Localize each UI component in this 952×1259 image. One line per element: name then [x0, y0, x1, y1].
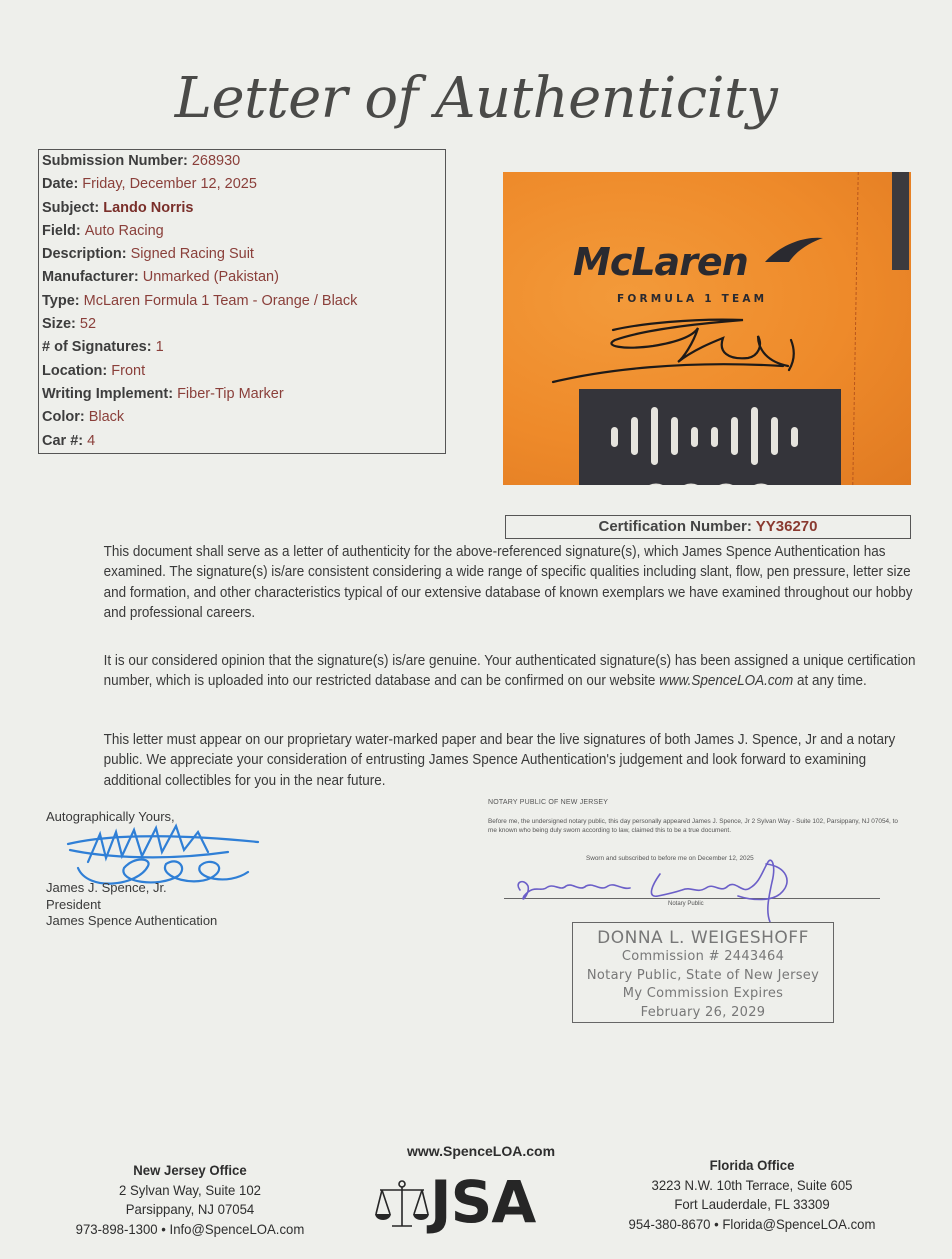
detail-car-number: Car #: 4 [42, 432, 96, 449]
detail-submission-number: Submission Number: 268930 [42, 153, 241, 169]
detail-value: Unmarked (Pakistan) [142, 269, 279, 286]
scales-of-justice-icon [374, 1180, 430, 1230]
detail-label: Description [42, 246, 122, 263]
signer-block [46, 880, 217, 930]
closing-salutation: Autographically Yours, [46, 809, 175, 824]
detail-label: Size [42, 316, 72, 333]
detail-label: Car # [42, 432, 79, 449]
detail-label: Field [42, 222, 76, 239]
notary-stamp [572, 922, 834, 1023]
detail-value: 268930 [191, 153, 241, 169]
detail-value: Fiber-Tip Marker [177, 385, 284, 402]
detail-value: 4 [87, 432, 96, 449]
signer-name: James J. Spence, Jr. [46, 880, 167, 895]
certification-number-box: Certification Number: YY36270 [505, 515, 911, 539]
mclaren-logo-text: McLaren [573, 240, 748, 284]
detail-type: Type: McLaren Formula 1 Team - Orange / Black [42, 292, 358, 309]
nj-office-address-2: Parsippany, NJ 07054 [125, 1201, 255, 1217]
fl-office [602, 1156, 903, 1234]
paragraph-requirements [46, 730, 916, 791]
cisco-bars-icon [609, 407, 799, 465]
detail-writing-implement: Writing Implement: Fiber-Tip Marker [42, 385, 284, 402]
jsa-logo [374, 1168, 590, 1236]
detail-value: 52 [79, 316, 97, 333]
detail-description: Description: Signed Racing Suit [42, 246, 254, 263]
lando-norris-signature [543, 300, 833, 390]
detail-value: Auto Racing [84, 222, 164, 239]
certification-number: YY36270 [755, 518, 818, 535]
signer-company: James Spence Authentication [46, 913, 218, 928]
cisco-patch [579, 389, 841, 485]
website-link[interactable]: www.SpenceLOA.com [659, 673, 794, 690]
detail-label: # of Signatures [42, 339, 147, 356]
footer-website[interactable]: www.SpenceLOA.com [406, 1143, 556, 1159]
paragraph-text: This document shall serve as a letter of authenticity for the above-referenced signature(s), which James Spence Authentication has examined. The signature(s) is/are consistent considering a wide range of specific qualities including slant, flow, pen pressure, letter size and formation, and other characteristics typical of our extensive database of known exemplars we have examined throughout our hobby and professional careers. [103, 544, 913, 622]
notary-heading: NOTARY PUBLIC OF NEW JERSEY [488, 799, 609, 806]
notary-commission: Commission # 2443464 [621, 949, 785, 964]
fl-office-contact: 954-380-8670 • Florida@SpenceLOA.com [628, 1215, 876, 1232]
fl-office-address-2: Fort Lauderdale, FL 33309 [674, 1196, 830, 1212]
signer-title: President [46, 896, 101, 912]
detail-color: Color: Black [42, 409, 125, 426]
notary-expires-date: February 26, 2029 [640, 1004, 766, 1020]
detail-value: Lando Norris [103, 199, 194, 216]
notary-signature [510, 852, 810, 924]
certification-label: Certification Number [598, 518, 747, 535]
notary-statement: Before me, the undersigned notary public, this day personally appeared James J. Spence, Jr 2 Sylvan Way - Suite 102, Parsippany, NJ 07054, to me known who being duly sworn according to law, claimed this to be a true document. [488, 818, 898, 834]
item-photo [503, 172, 911, 485]
suit-stripe [892, 172, 909, 270]
nj-office-contact: 973-898-1300 • Info@SpenceLOA.com [75, 1220, 305, 1237]
notary-sworn-line: Sworn and subscribed to before me on December 12, 2025 [586, 855, 754, 862]
detail-value: Signed Racing Suit [130, 246, 254, 263]
detail-value: Front [111, 362, 146, 379]
detail-label: Type [42, 292, 75, 309]
paragraph-text-start: It is our considered opinion that the signature(s) is/are genuine. Your authenticated signature(s) has been assigned a unique certification number, which is uploaded into our restricted database and can be confirmed on our website [103, 653, 916, 690]
detail-label: Date [42, 176, 74, 193]
detail-date: Date: Friday, December 12, 2025 [42, 176, 257, 193]
nj-office [68, 1161, 312, 1239]
detail-size: Size: 52 [42, 316, 97, 333]
detail-value: McLaren Formula 1 Team - Orange / Black [83, 292, 358, 309]
paragraph-text [46, 651, 916, 692]
notary-line-label: Notary Public [668, 901, 704, 907]
detail-label: Color [42, 409, 80, 426]
notary-state: Notary Public, State of New Jersey [586, 967, 820, 983]
document-title: Letter of Authenticity [174, 66, 778, 131]
item-details-box [38, 149, 446, 454]
formula-team-text: FORMULA 1 TEAM [617, 293, 768, 305]
detail-signature-count: # of Signatures: 1 [42, 339, 164, 356]
suit-seam [852, 172, 858, 485]
fl-office-heading: Florida Office [709, 1157, 795, 1173]
detail-label: Location [42, 362, 103, 379]
notary-expires-label: My Commission Expires [622, 986, 784, 1001]
paragraph-opinion [46, 651, 916, 692]
detail-label: Subject [42, 199, 95, 216]
paragraph-examination [46, 542, 916, 624]
detail-value: 1 [155, 339, 164, 356]
detail-label: Submission Number [42, 153, 183, 169]
detail-label: Writing Implement [42, 385, 169, 402]
paragraph-text: This letter must appear on our proprietary water-marked paper and bear the live signatures of both James J. Spence, Jr and a notary public. We appreciate your consideration of entrusting James Spence Authentication's judgement and look forward to examining additional collectibles for you in the near future. [103, 732, 896, 789]
detail-subject: Subject: Lando Norris [42, 199, 194, 216]
jsa-wordmark: JSA [430, 1168, 536, 1236]
paragraph-text-end: at any time. [793, 673, 867, 690]
notary-name: DONNA L. WEIGESHOFF [597, 928, 809, 948]
detail-field: Field: Auto Racing [42, 222, 164, 239]
nj-office-address-1: 2 Sylvan Way, Suite 102 [119, 1181, 261, 1198]
detail-manufacturer: Manufacturer: Unmarked (Pakistan) [42, 269, 279, 286]
fl-office-address-1: 3223 N.W. 10th Terrace, Suite 605 [651, 1176, 853, 1193]
nj-office-heading: New Jersey Office [133, 1162, 247, 1178]
detail-label: Manufacturer [42, 269, 134, 286]
mclaren-speedmark-icon [763, 234, 825, 264]
cisco-wordmark [641, 473, 791, 485]
detail-value: Friday, December 12, 2025 [82, 176, 257, 193]
detail-location: Location: Front [42, 362, 146, 379]
detail-value: Black [88, 409, 125, 426]
